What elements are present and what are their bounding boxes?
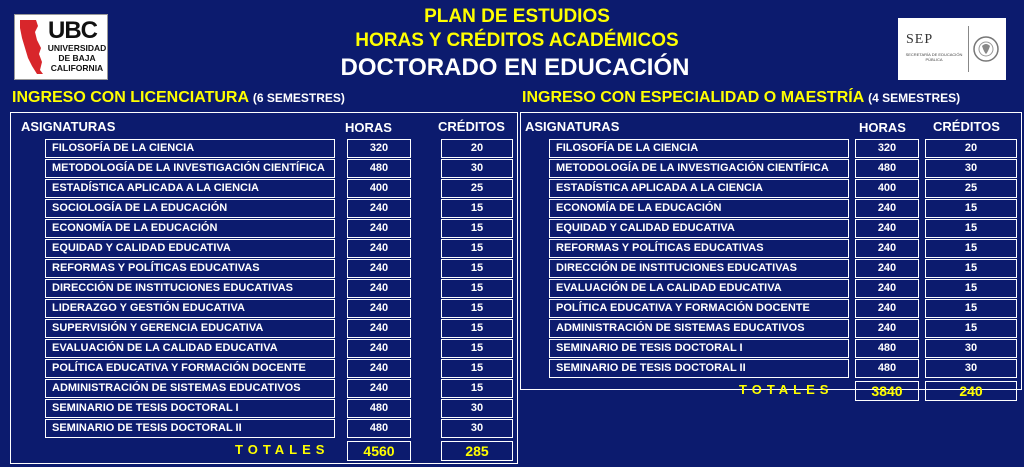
right-row-4-credits: 15	[925, 219, 1017, 238]
left-row-2-subject: ESTADÍSTICA APLICADA A LA CIENCIA	[45, 179, 335, 198]
left-row-14-credits: 30	[441, 419, 513, 438]
left-row-3-subject: SOCIOLOGÍA DE LA EDUCACIÓN	[45, 199, 335, 218]
title-line-2: HORAS Y CRÉDITOS ACADÉMICOS	[355, 30, 679, 51]
right-row-5-subject: REFORMAS Y POLÍTICAS EDUCATIVAS	[549, 239, 849, 258]
left-row-8-credits: 15	[441, 299, 513, 318]
left-total-credits: 285	[441, 441, 513, 461]
left-row-2-hours: 400	[347, 179, 411, 198]
left-row-14-subject: SEMINARIO DE TESIS DOCTORAL II	[45, 419, 335, 438]
right-curriculum-table	[520, 112, 1022, 399]
right-row-6-hours: 240	[855, 259, 919, 278]
left-row-3-hours: 240	[347, 199, 411, 218]
right-row-11-subject: SEMINARIO DE TESIS DOCTORAL II	[549, 359, 849, 378]
left-row-6-hours: 240	[347, 259, 411, 278]
right-row-2-credits: 25	[925, 179, 1017, 198]
right-row-11-credits: 30	[925, 359, 1017, 378]
right-total-hours: 3840	[855, 381, 919, 401]
right-row-10-credits: 30	[925, 339, 1017, 358]
right-col-header-subjects: ASIGNATURAS	[525, 119, 620, 134]
left-section-title-sub: (6 SEMESTRES)	[252, 91, 345, 105]
left-row-1-subject: METODOLOGÍA DE LA INVESTIGACIÓN CIENTÍFICA	[45, 159, 335, 178]
sep-logo-abbr: SEP	[906, 32, 934, 47]
left-section-title-main: INGRESO CON LICENCIATURA	[12, 89, 253, 106]
right-row-5-credits: 15	[925, 239, 1017, 258]
left-row-10-credits: 15	[441, 339, 513, 358]
right-row-10-hours: 480	[855, 339, 919, 358]
title-line-3: DOCTORADO EN EDUCACIÓN	[340, 54, 690, 81]
left-row-7-hours: 240	[347, 279, 411, 298]
left-row-6-credits: 15	[441, 259, 513, 278]
left-row-6-subject: REFORMAS Y POLÍTICAS EDUCATIVAS	[45, 259, 335, 278]
right-row-9-credits: 15	[925, 319, 1017, 338]
right-row-7-subject: EVALUACIÓN DE LA CALIDAD EDUCATIVA	[549, 279, 849, 298]
right-row-3-subject: ECONOMÍA DE LA EDUCACIÓN	[549, 199, 849, 218]
right-row-1-credits: 30	[925, 159, 1017, 178]
title-line-1: PLAN DE ESTUDIOS	[424, 6, 610, 27]
left-row-7-credits: 15	[441, 279, 513, 298]
right-row-1-hours: 480	[855, 159, 919, 178]
right-section-title-sub: (4 SEMESTRES)	[868, 91, 961, 105]
left-row-13-subject: SEMINARIO DE TESIS DOCTORAL I	[45, 399, 335, 418]
left-row-11-subject: POLÍTICA EDUCATIVA Y FORMACIÓN DOCENTE	[45, 359, 335, 378]
left-row-7-subject: DIRECCIÓN DE INSTITUCIONES EDUCATIVAS	[45, 279, 335, 298]
right-row-4-hours: 240	[855, 219, 919, 238]
left-row-8-hours: 240	[347, 299, 411, 318]
ubc-logo-abbr: UBC	[48, 17, 97, 44]
left-row-9-subject: SUPERVISIÓN Y GERENCIA EDUCATIVA	[45, 319, 335, 338]
left-row-13-credits: 30	[441, 399, 513, 418]
left-row-4-credits: 15	[441, 219, 513, 238]
left-row-1-credits: 30	[441, 159, 513, 178]
left-col-header-credits: CRÉDITOS	[438, 119, 505, 134]
right-row-4-subject: EQUIDAD Y CALIDAD EDUCATIVA	[549, 219, 849, 238]
right-col-header-credits: CRÉDITOS	[933, 119, 1000, 134]
left-row-11-hours: 240	[347, 359, 411, 378]
left-row-2-credits: 25	[441, 179, 513, 198]
right-row-7-hours: 240	[855, 279, 919, 298]
left-row-0-hours: 320	[347, 139, 411, 158]
left-row-1-hours: 480	[347, 159, 411, 178]
left-row-5-hours: 240	[347, 239, 411, 258]
right-row-3-hours: 240	[855, 199, 919, 218]
right-row-9-hours: 240	[855, 319, 919, 338]
right-row-8-hours: 240	[855, 299, 919, 318]
left-col-header-hours: HORAS	[345, 120, 392, 135]
left-row-5-subject: EQUIDAD Y CALIDAD EDUCATIVA	[45, 239, 335, 258]
right-row-2-subject: ESTADÍSTICA APLICADA A LA CIENCIA	[549, 179, 849, 198]
left-curriculum-table	[10, 112, 518, 464]
right-row-6-subject: DIRECCIÓN DE INSTITUCIONES EDUCATIVAS	[549, 259, 849, 278]
left-row-0-credits: 20	[441, 139, 513, 158]
right-col-header-hours: HORAS	[859, 120, 906, 135]
right-row-2-hours: 400	[855, 179, 919, 198]
right-row-8-credits: 15	[925, 299, 1017, 318]
left-row-12-subject: ADMINISTRACIÓN DE SISTEMAS EDUCATIVOS	[45, 379, 335, 398]
right-row-11-hours: 480	[855, 359, 919, 378]
right-row-8-subject: POLÍTICA EDUCATIVA Y FORMACIÓN DOCENTE	[549, 299, 849, 318]
left-section-title	[12, 89, 345, 107]
right-row-9-subject: ADMINISTRACIÓN DE SISTEMAS EDUCATIVOS	[549, 319, 849, 338]
ubc-logo-name: UNIVERSIDAD DE BAJA CALIFORNIA	[47, 43, 107, 73]
right-row-0-hours: 320	[855, 139, 919, 158]
left-col-header-subjects: ASIGNATURAS	[21, 119, 116, 134]
right-section-title	[522, 89, 960, 107]
right-row-10-subject: SEMINARIO DE TESIS DOCTORAL I	[549, 339, 849, 358]
right-row-5-hours: 240	[855, 239, 919, 258]
left-row-4-hours: 240	[347, 219, 411, 238]
left-row-5-credits: 15	[441, 239, 513, 258]
right-row-7-credits: 15	[925, 279, 1017, 298]
right-row-6-credits: 15	[925, 259, 1017, 278]
left-row-3-credits: 15	[441, 199, 513, 218]
left-row-8-subject: LIDERAZGO Y GESTIÓN EDUCATIVA	[45, 299, 335, 318]
sep-logo-subtitle: SECRETARÍA DE EDUCACIÓN PÚBLICA	[905, 52, 963, 62]
right-section-title-main: INGRESO CON ESPECIALIDAD O MAESTRÍA	[522, 89, 869, 106]
left-row-10-subject: EVALUACIÓN DE LA CALIDAD EDUCATIVA	[45, 339, 335, 358]
right-row-3-credits: 15	[925, 199, 1017, 218]
left-row-11-credits: 15	[441, 359, 513, 378]
left-row-10-hours: 240	[347, 339, 411, 358]
left-row-9-credits: 15	[441, 319, 513, 338]
left-row-12-hours: 240	[347, 379, 411, 398]
left-row-0-subject: FILOSOFÍA DE LA CIENCIA	[45, 139, 335, 158]
left-row-12-credits: 15	[441, 379, 513, 398]
left-row-4-subject: ECONOMÍA DE LA EDUCACIÓN	[45, 219, 335, 238]
right-row-0-credits: 20	[925, 139, 1017, 158]
left-total-hours: 4560	[347, 441, 411, 461]
right-row-0-subject: FILOSOFÍA DE LA CIENCIA	[549, 139, 849, 158]
left-row-14-hours: 480	[347, 419, 411, 438]
right-total-credits: 240	[925, 381, 1017, 401]
right-totals-label: TOTALES	[739, 382, 834, 397]
right-row-1-subject: METODOLOGÍA DE LA INVESTIGACIÓN CIENTÍFICA	[549, 159, 849, 178]
left-row-13-hours: 480	[347, 399, 411, 418]
left-totals-label: TOTALES	[235, 442, 330, 457]
left-row-9-hours: 240	[347, 319, 411, 338]
